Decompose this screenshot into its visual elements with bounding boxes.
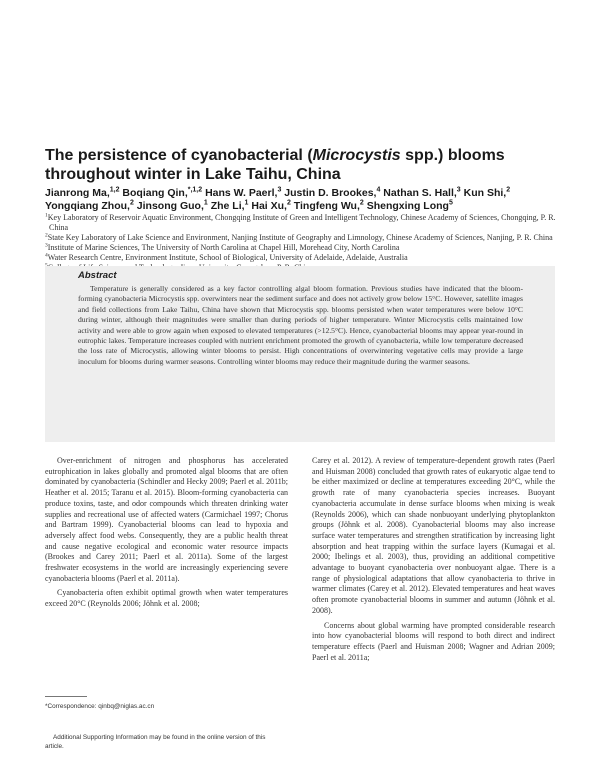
body-paragraph: Over-enrichment of nitrogen and phosphorus has accelerated eutrophication in lakes globally and promoted algal blooms that are often dominated by cyanobacteria (Schindler and Hecky 2009; Paerl et al. 2011b; Heather et al. 2015; Taranu et al. 2015). Bloom-forming cyanobacteria can produce toxins, taste, and odor compounds which threaten drinking water supplies and recreational use of affected waters (Carmichael 1997; Chorus and Bartram 1999). Cyanobacterial blooms can lead to hypoxia and adversely affect food webs. Consequently, they are a public health threat and cause negative ecological and economic water resource impacts (Brookes and Carey 2011; Paerl et al. 2011a). Some of the largest freshwater ecosystems in the world are increasingly experiencing severe cyanobacteria blooms (Paerl et al. 2011a). — [45, 456, 288, 583]
affiliations — [45, 213, 565, 273]
abstract-heading: Abstract — [78, 270, 117, 281]
article-title — [45, 146, 565, 184]
author-list — [45, 187, 565, 213]
supporting-info-footnote: Additional Supporting Information may be found in the online version of this article. — [45, 734, 266, 750]
title-part1: The persistence of cyanobacterial ( — [45, 147, 313, 164]
author: Boqiang Qin,$^{*,1,2}$ — [119, 186, 203, 199]
author: Zhe Li,$^1$ — [207, 199, 249, 212]
author: Tingfeng Wu,$^2$ — [290, 199, 364, 212]
affiliation: $^4$Water Research Centre, Environment Institute, School of Biological, University of Adelaide, Adelaide, Australia — [45, 252, 408, 262]
author: Shengxing Long$^5$ — [363, 199, 453, 212]
affiliation: $^3$Institute of Marine Sciences, The University of North Carolina at Chapel Hill, Morehead City, North Carolina — [45, 242, 400, 252]
footnote-divider — [45, 696, 87, 697]
author: Hans W. Paerl,$^3$ — [202, 186, 282, 199]
author: Jinsong Guo,$^1$ — [133, 199, 208, 212]
affiliation: $^1$Key Laboratory of Reservoir Aquatic Environment, Chongqing Institute of Green and Intelligent Technology, Chinese Academy of Sciences, Chongqing, P. R. China — [45, 212, 556, 232]
author: Kun Shi,$^2$ — [460, 186, 511, 199]
affiliation: $^2$State Key Laboratory of Lake Science and Environment, Nanjing Institute of Geography and Limnology, Chinese Academy of Sciences, Nanjing, P. R. China — [45, 232, 553, 242]
body-column-left — [45, 456, 288, 610]
author: Nathan S. Hall,$^3$ — [380, 186, 461, 199]
correspondence-footnote: *Correspondence: qinbq@niglas.ac.cn — [45, 703, 155, 710]
abstract-text: Temperature is generally considered as a key factor controlling algal bloom formation. Previous studies have indicated that the bloom-forming cyanobacteria Microcystis spp. overwinters near the sediment surface and does not actively grow below 15°C. However, satellite images and field collections from Lake Taihu, China have shown that Microcystis spp. blooms persisted when water temperatures were below 10°C during winter, although their magnitudes were smaller than during periods of higher temperature. Winter Microcystis cells maintained low activity and were able to grow again when exposed to elevated temperatures (>12.5°C). Hence, cyanobacterial blooms may appear year-round in eutrophic lakes. Temperature increases coupled with nutrient enrichment promoted the growth of cyanobacteria, while low temperature decreased the loss rate of Microcystis, allowing winter blooms to persist. High concentrations of overwintering vegetative cells may provide a large inoculum for blooms during warmer seasons. Controlling winter blooms may reduce their magnitude during the warmer seasons. — [78, 284, 523, 366]
author: Jianrong Ma,$^{1,2}$ — [45, 186, 120, 199]
abstract-body — [78, 284, 523, 367]
title-part2: spp.) blooms throughout winter in Lake Taihu, China — [45, 147, 505, 183]
title-italic: Microcystis — [312, 147, 401, 164]
body-column-right — [312, 456, 555, 663]
body-paragraph: Cyanobacteria often exhibit optimal growth when water temperatures exceed 20°C (Reynolds 2006; Jöhnk et al. 2008; — [45, 588, 288, 609]
author: Yongqiang Zhou,$^2$ — [45, 199, 134, 212]
author: Hai Xu,$^2$ — [248, 199, 291, 212]
body-paragraph: Concerns about global warming have prompted considerable research into how cyanobacterial blooms will respond to both direct and indirect temperature effects (Paerl and Huisman 2008; Wagner and Adrian 2009; Paerl et al. 2011a; — [312, 620, 555, 662]
body-paragraph: Carey et al. 2012). A review of temperature-dependent growth rates (Paerl and Huisman 2008) concluded that growth rates of eukaryotic algae tend to be either maximized or decline at temperatures exceeding 20°C, while the growth rate of many cyanobacteria species increases. Buoyant cyanobacteria accumulate in dense surface blooms when mixing is weak (Reynolds 2006), which can shade nonbuoyant underlying phytoplankton groups (Jöhnk et al. 2008). Cyanobacterial blooms may also increase surface water temperatures and strengthen stratification by increasing light absorption and heat trapping within the surface layers (Kumagai et al. 2000; Ibelings et al. 2003), thus, providing an additional competitive advantage to buoyant cyanobacteria over nonbuoyant algae. There is a range of physiological adaptations that allow cyanobacteria to thrive in warmer climates (Carey et al. 2012). Elevated temperatures and heat waves often promote cyanobacterial blooms in summer and autumn (Jöhnk et al. 2008). — [312, 456, 555, 615]
author: Justin D. Brookes,$^4$ — [281, 186, 381, 199]
